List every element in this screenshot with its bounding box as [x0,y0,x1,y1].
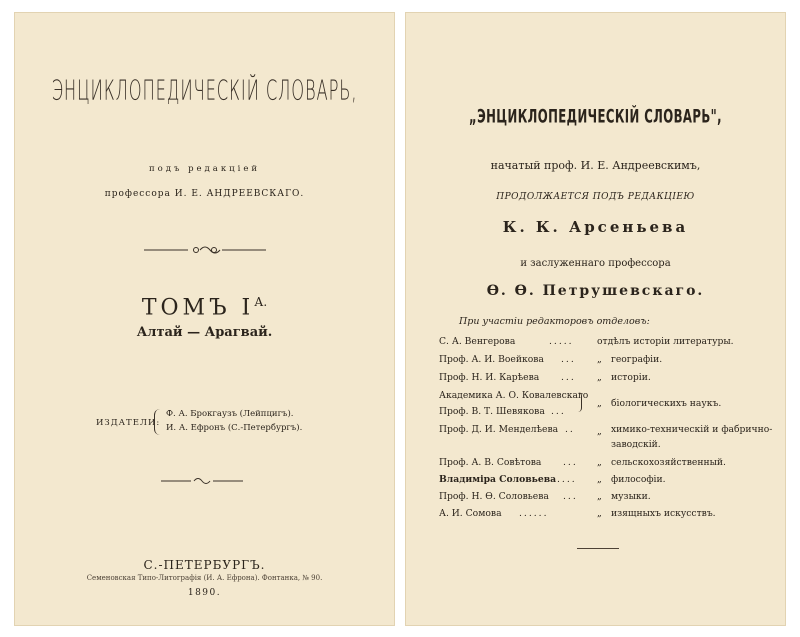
year: 1890. [187,588,222,598]
editor-row [439,508,779,522]
leader-dots: ... [563,491,578,502]
editor-name: Проф. Н. Ѳ. Соловьева [439,491,549,502]
editor-row [439,354,779,368]
ditto-mark: „ [597,426,602,437]
ditto-mark: „ [597,457,602,468]
department: заводскій. [611,439,661,450]
editor-row [439,372,779,386]
department: химико-техническій и фабрично- [611,424,773,435]
department: изящныхъ искусствъ. [611,508,716,519]
leader-dots: ..... [549,336,574,347]
volume-text: ТОМЪ І [141,295,255,321]
editor-name: Проф. Н. И. Карѣева [439,372,540,383]
city: С.-ПЕТЕРБУРГЪ. [143,558,266,572]
under-editorship: подъ редакціей [148,164,261,174]
department: сельскохозяйственный. [611,457,726,468]
editor-name: Проф. А. В. Совѣтова [439,457,542,468]
editor-row [439,390,779,404]
participation-line: При участіи редакторовъ отделовъ: [459,316,650,327]
left-page [14,12,395,626]
publishers-label: ИЗДАТЕЛИ: [96,418,161,428]
editor-row [439,398,779,420]
honored-professor: и заслуженнаго профессора [520,258,671,269]
editor-row [439,424,779,438]
ditto-mark: „ [597,491,602,502]
publishers-brace [154,409,161,435]
continued-by: ПРОДОЛЖАЕТСЯ ПОДЪ РЕДАКЦІЕЮ [496,192,695,202]
leader-dots: .... [557,474,577,485]
editor-row [439,474,779,488]
department: географіи. [611,354,663,365]
leader-dots: ... [551,406,566,417]
ditto-mark: „ [597,474,602,485]
editor-row [439,491,779,505]
editor-line: профессора И. Е. АНДРЕЕВСКАГО. [104,189,305,199]
ditto-mark: „ [597,508,602,519]
leader-dots: .. [565,424,575,435]
editor-name: Проф. Д. И. Менделѣева [439,424,559,435]
ditto-mark: „ [597,372,602,383]
volume-superscript: А. [254,295,268,309]
ditto-mark: „ [597,398,602,409]
leader-dots: ...... [519,508,549,519]
editor-arsenyev: К. К. Арсеньева [502,218,689,236]
department: отдѣлъ исторіи литературы. [597,336,734,347]
printer-line: Семеновская Типо-Литографія (И. А. Ефрона). Фонтанка, № 90. [86,574,323,582]
editor-row [439,439,779,453]
editor-row [439,336,779,350]
editor-name: Владиміра Соловьева [439,474,557,485]
leader-dots: ... [563,457,578,468]
department: музыки. [611,491,651,502]
ornament-divider [144,244,266,256]
editor-petrushevsky: Ѳ. Ѳ. Петрушевскаго. [486,283,705,299]
editor-name: А. И. Сомова [439,508,502,519]
editor-name: Академика А. О. Ковалевскаго [439,390,589,401]
right-page [405,12,786,626]
department: біологическихъ наукъ. [611,398,722,409]
publisher-2: И. А. Ефронъ (С.-Петербургъ). [166,423,303,433]
started-by: начатый проф. И. Е. Андреевскимъ, [490,159,701,172]
leader-dots: ... [561,372,576,383]
editor-name: С. А. Венгерова [439,336,516,347]
ditto-mark: „ [597,354,602,365]
leader-dots: ... [561,354,576,365]
publisher-1: Ф. А. Брокгаузъ (Лейпцигъ). [166,409,294,419]
department: философіи. [611,474,666,485]
ornament-small [161,476,243,486]
volume-range: Алтай — Арагвай. [136,325,273,340]
right-title: „ЭНЦИКЛОПЕДИЧЕСКІЙ СЛОВАРЬ", [469,104,722,128]
department: исторіи. [611,372,651,383]
editor-name: Проф. В. Т. Шевякова [439,406,545,417]
left-title: ЭНЦИКЛОПЕДИЧЕСКІЙ СЛОВАРЬ, [51,75,358,107]
editor-name: Проф. А. И. Воейкова [439,354,544,365]
bottom-rule [577,548,619,549]
volume-heading [14,295,395,320]
editor-row [439,457,779,471]
